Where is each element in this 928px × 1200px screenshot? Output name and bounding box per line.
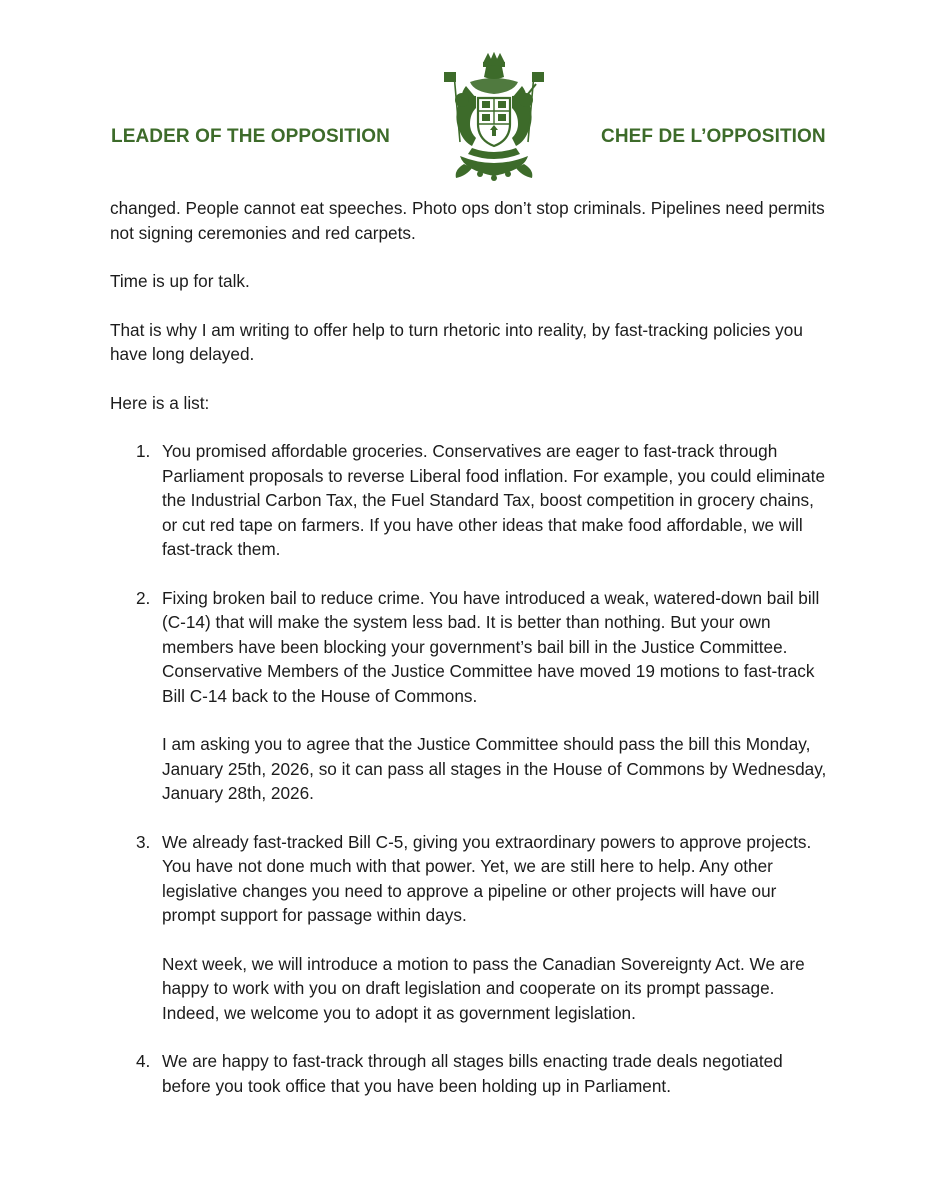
paragraph-intro-continuation: changed. People cannot eat speeches. Photo ops don’t stop criminals. Pipelines need permits not signing ceremonies and red carpets. [110,198,825,243]
letterhead-title-french: CHEF DE L’OPPOSITION [601,126,826,147]
paragraph-offer-help: That is why I am writing to offer help to turn rhetoric into reality, by fast-tracking policies you have long delayed. [110,319,803,364]
list-item-number: 2. [136,587,151,608]
letterhead [0,0,928,190]
list-item-paragraph: I am asking you to agree that the Justice Committee should pass the bill this Monday, January 25th, 2026, so it can pass all stages in the House of Commons by Wednesday, January 28th, 2026. [162,734,827,803]
list-item-paragraph: You promised affordable groceries. Conservatives are eager to fast-track through Parliament proposals to reverse Liberal food inflation. For example, you could eliminate the Industrial Carbon Tax, the Fuel Standard Tax, boost competition in grocery chains, or cut red tape on farmers. If you have other ideas that make food affordable, we will fast-track them. [162,441,826,559]
list-item-paragraph: We are happy to fast-track through all stages bills enacting trade deals negotiated before you took office that you have been holding up in Parliament. [162,1051,783,1096]
list-item-number: 3. [136,831,151,852]
list-item [110,1049,830,1098]
list-item [110,830,830,1026]
list-item-paragraph: We already fast-tracked Bill C-5, giving you extraordinary powers to approve projects. You have not done much with that power. Yet, we are still here to help. Any other legislative changes you need to approve a pipeline or other projects will have our prompt support for passage within days. [162,831,812,925]
list-item-number: 1. [136,441,151,461]
canada-coat-of-arms-icon [440,52,548,188]
letter-body [110,196,830,1122]
list-item-number: 4. [136,1051,151,1071]
paragraph-time-up: Time is up for talk. [110,271,250,291]
policy-list [110,439,830,1098]
paragraph-list-intro: Here is a list: [110,392,210,413]
list-item [110,586,830,806]
letterhead-title-english: LEADER OF THE OPPOSITION [111,126,390,147]
list-item-paragraph: Fixing broken bail to reduce crime. You have introduced a weak, watered-down bail bill (C-14) that will make the system less bad. It is better than nothing. But your own members have been blocking your government’s bail bill in the Justice Committee. Conservative Members of the Justice Committee have moved 19 motions to fast-track Bill C-14 back to the House of Commons. [162,587,820,706]
list-item-paragraph: Next week, we will introduce a motion to pass the Canadian Sovereignty Act. We are happy to work with you on draft legislation and cooperate on its prompt passage. Indeed, we welcome you to adopt it as government legislation. [162,953,805,1023]
list-item [110,439,830,562]
